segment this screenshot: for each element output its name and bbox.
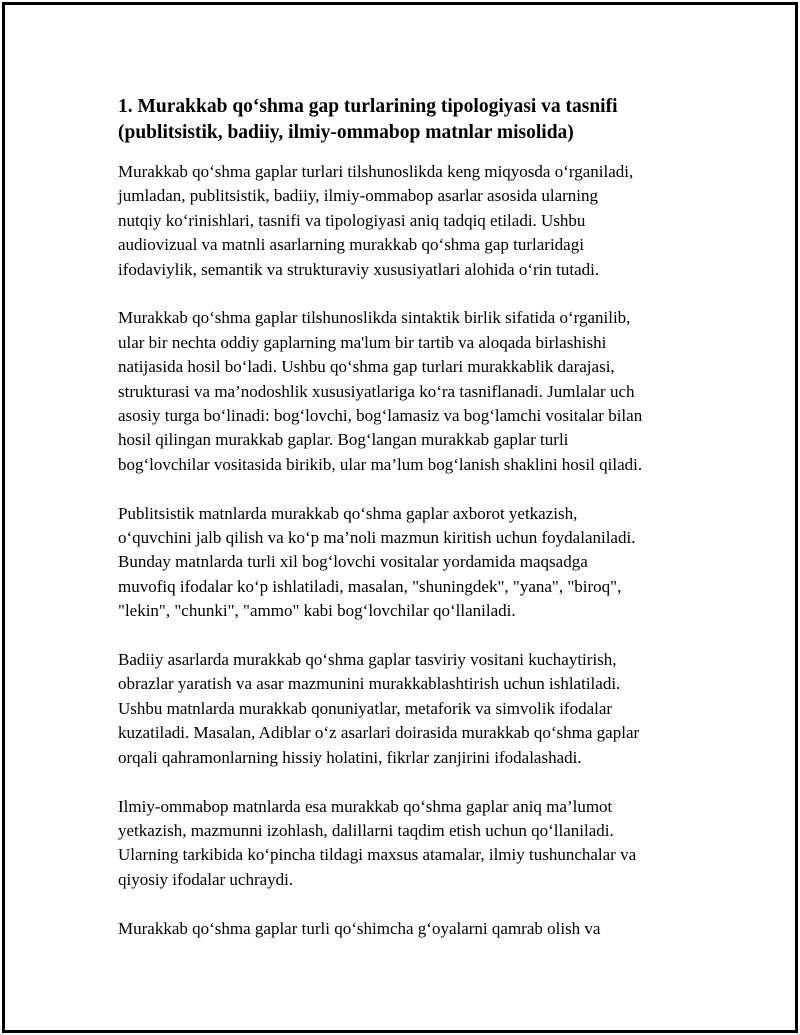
text-line: orqali qahramonlarning hissiy holatini, fikrlar zanjirini ifodalashadi. [118,747,582,767]
text-line: Murakkab qo‘shma gaplar tilshunoslikda sintaktik birlik sifatida o‘rganilib, [118,308,631,328]
paragraph-popular-science [118,795,778,893]
text-line: audiovizual va matnli asarlarning murakkab qo‘shma gap turlaridagi [118,235,584,255]
text-line: Publitsistik matnlarda murakkab qo‘shma gaplar axborot yetkazish, [118,503,578,523]
text-line: ifodaviylik, semantik va strukturaviy xususiyatlari alohida o‘rin tutadi. [118,259,600,279]
text-line: Ushbu matnlarda murakkab qonuniyatlar, metaforik va simvolik ifodalar [118,698,613,718]
text-line: yetkazish, mazmunni izohlash, dalillarni taqdim etish uchun qo‘llaniladi. [118,820,614,840]
text-line: strukturasi va ma’nodoshlik xususiyatlariga ko‘ra tasniflanadi. Jumlalar uch [118,381,635,401]
text-line: nutqiy ko‘rinishlari, tasnifi va tipologiyasi aniq tadqiq etiladi. Ushbu [118,210,586,230]
text-line: kuzatiladi. Masalan, Adiblar o‘z asarlari doirasida murakkab qo‘shma gaplar [118,723,640,743]
text-line: muvofiq ifodalar ko‘p ishlatiladi, masalan, "shuningdek", "yana", "biroq", [118,576,622,596]
paragraph-intro [118,160,778,282]
text-line: Murakkab qo‘shma gaplar turlari tilshunoslikda keng miqyosda o‘rganiladi, [118,162,634,181]
text-line: ular bir nechta oddiy gaplarning ma'lum bir tartib va aloqada birlashishi [118,332,607,352]
paragraph-continuation [118,917,778,941]
document-body [118,94,778,965]
text-line: hosil qilingan murakkab gaplar. Bog‘langan murakkab gaplar turli [118,430,569,450]
title-line: (publitsistik, badiiy, ilmiy-ommabop matnlar misolida) [118,122,574,143]
text-line: Bunday matnlarda turli xil bog‘lovchi vositalar yordamida maqsadga [118,552,588,572]
paragraph-publicistic [118,502,778,624]
text-line: Ularning tarkibida ko‘pincha tildagi maxsus atamalar, ilmiy tushunchalar va [118,845,637,865]
text-line: asosiy turga bo‘linadi: bog‘lovchi, bog‘lamasiz va bog‘lamchi vositalar bilan [118,406,643,426]
text-line: o‘quvchini jalb qilish va ko‘p ma’noli mazmun kiritish uchun foydalaniladi. [118,528,636,548]
text-line: Murakkab qo‘shma gaplar turli qo‘shimcha g‘oyalarni qamrab olish va [118,918,601,938]
paragraph-classification [118,306,778,477]
text-line: natijasida hosil bo‘ladi. Ushbu qo‘shma gap turlari murakkablik darajasi, [118,357,615,377]
text-line: jumladan, publitsistik, badiiy, ilmiy-ommabop asarlar asosida ularning [118,186,599,206]
text-line: Badiiy asarlarda murakkab qo‘shma gaplar tasviriy vositani kuchaytirish, [118,650,617,670]
paragraph-literary [118,648,778,770]
text-line: qiyosiy ifodalar uchraydi. [118,869,294,889]
page-title [118,94,778,146]
title-line: 1. Murakkab qo‘shma gap turlarining tipologiyasi va tasnifi [118,96,618,117]
text-line: obrazlar yaratish va asar mazmunini murakkablashtirish uchun ishlatiladi. [118,674,621,694]
text-line: Ilmiy-ommabop matnlarda esa murakkab qo‘shma gaplar aniq ma’lumot [118,796,613,816]
text-line: bog‘lovchilar vositasida birikib, ular ma’lum bog‘lanish shaklini hosil qiladi. [118,454,643,474]
text-line: "lekin", "chunki", "ammo" kabi bog‘lovchilar qo‘llaniladi. [118,601,516,621]
